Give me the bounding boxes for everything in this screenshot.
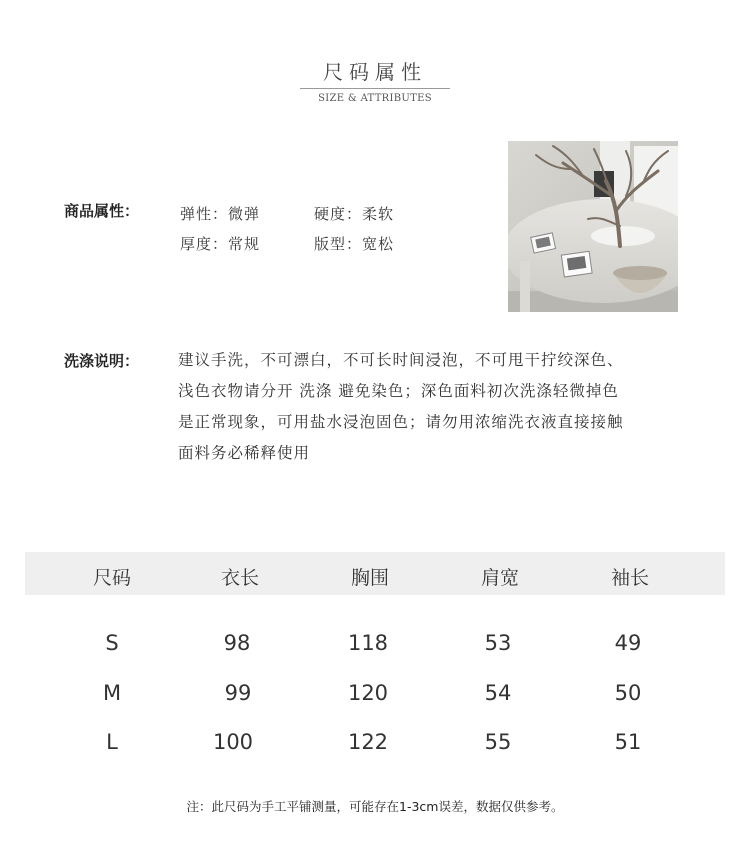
cell-shoulder: 53 bbox=[484, 631, 512, 655]
table-row bbox=[25, 730, 725, 760]
washing-line: 是正常现象，可用盐水浸泡固色；请勿用浓缩洗衣液直接接触 bbox=[178, 413, 624, 431]
attributes-label: 商品属性： bbox=[64, 202, 140, 220]
cell-sleeve: 49 bbox=[614, 631, 642, 655]
cell-sleeve: 51 bbox=[614, 730, 642, 754]
cell-bust: 118 bbox=[347, 631, 389, 655]
header-bust: 胸围 bbox=[350, 567, 389, 589]
washing-instructions bbox=[178, 345, 678, 469]
attribute-thickness: 厚度：常规 bbox=[180, 235, 261, 253]
cell-length: 98 bbox=[223, 631, 251, 655]
attribute-elasticity: 弹性：微弹 bbox=[180, 205, 261, 223]
cell-shoulder: 55 bbox=[484, 730, 512, 754]
header-length: 衣长 bbox=[220, 567, 259, 589]
cell-bust: 120 bbox=[347, 681, 389, 705]
cell-length: 100 bbox=[212, 730, 254, 754]
page-title: 尺码属性 bbox=[323, 60, 427, 84]
measurement-note: 注：此尺码为手工平铺测量，可能存在1-3cm误差，数据仅供参考。 bbox=[186, 799, 564, 814]
washing-line: 浅色衣物请分开 洗涤 避免染色；深色面料初次洗涤轻微掉色 bbox=[178, 382, 619, 400]
still-life-image bbox=[508, 141, 678, 312]
cell-bust: 122 bbox=[347, 730, 389, 754]
header-shoulder: 肩宽 bbox=[480, 567, 519, 589]
cell-size: S bbox=[105, 631, 119, 655]
washing-line: 面料务必稀释使用 bbox=[178, 444, 311, 462]
table-row bbox=[25, 631, 725, 661]
cell-length: 99 bbox=[224, 681, 252, 705]
washing-label: 洗涤说明： bbox=[64, 352, 140, 370]
table-row bbox=[25, 681, 725, 711]
cell-shoulder: 54 bbox=[484, 681, 512, 705]
cell-size: M bbox=[102, 681, 122, 705]
cell-size: L bbox=[106, 730, 118, 754]
title-divider bbox=[300, 88, 450, 89]
cell-sleeve: 50 bbox=[614, 681, 642, 705]
attribute-hardness: 硬度：柔软 bbox=[314, 205, 395, 223]
size-table bbox=[25, 552, 725, 754]
attribute-fit: 版型：宽松 bbox=[314, 235, 395, 253]
product-photo bbox=[508, 141, 678, 312]
page-subtitle: SIZE & ATTRIBUTES bbox=[318, 93, 432, 104]
size-table-header bbox=[25, 552, 725, 595]
header-size: 尺码 bbox=[92, 567, 131, 589]
section-header bbox=[300, 58, 450, 104]
washing-line: 建议手洗，不可漂白，不可长时间浸泡，不可甩干拧绞深色、 bbox=[178, 351, 624, 369]
header-sleeve: 袖长 bbox=[610, 567, 649, 589]
